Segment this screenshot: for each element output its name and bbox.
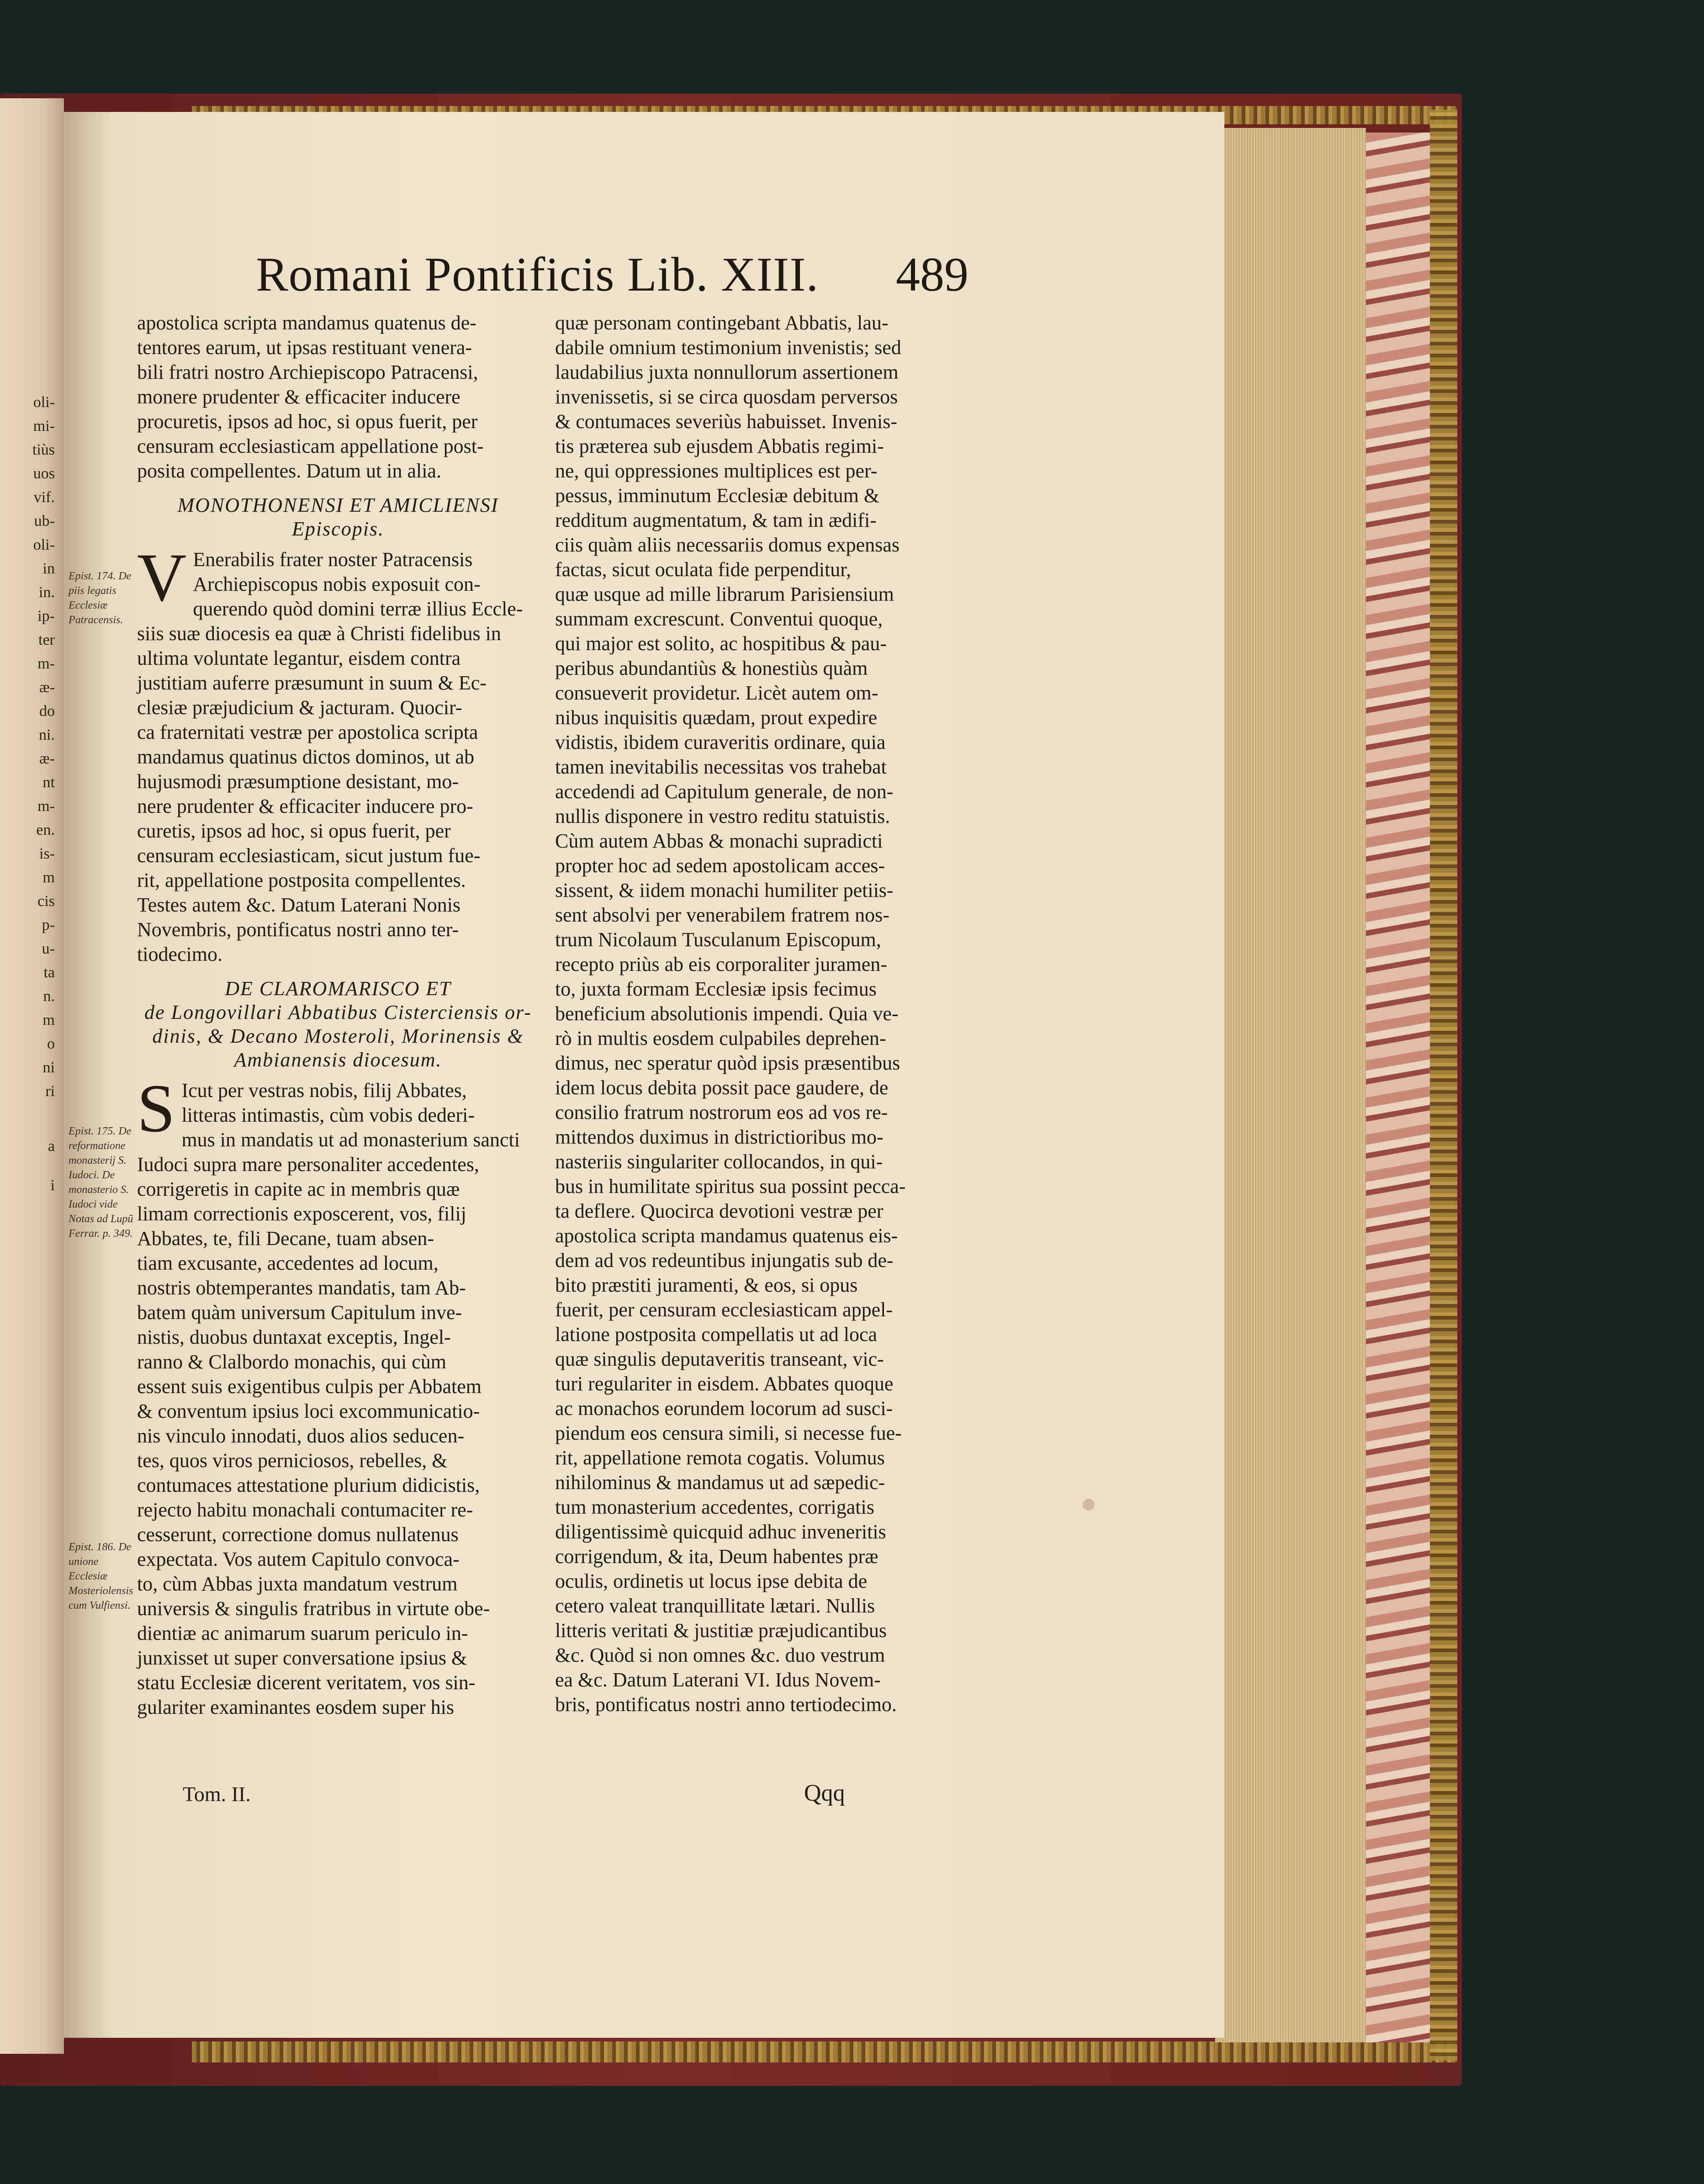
text-line: ciis quàm aliis necessariis domus expensas [555,534,900,556]
text-line: apostolica scripta mandamus quatenus de- [137,312,476,334]
page-number: 489 [896,248,968,301]
text-line: rit, appellatione remota cogatis. Volumus [555,1447,885,1469]
text-line: mandamus quatinus dictos dominos, ut ab [137,746,475,768]
margin-fragment [0,1213,55,1229]
marbled-endpaper [1366,133,1430,2042]
text-line: Testes autem &c. Datum Laterani Nonis [137,894,461,916]
text-line: rit, appellatione postposita compellentes. [137,869,466,891]
text-line: Abbates, te, fili Decane, tuam absen- [137,1227,434,1250]
margin-fragment: i [50,1177,55,1194]
foxing-spot [1083,1499,1095,1511]
margin-fragment: m [42,1012,55,1028]
text-line: sissent, & iidem monachi humiliter petiis- [555,879,894,901]
margin-fragment: m [42,869,55,886]
heading-2-line-4: Ambianensis diocesum. [234,1049,442,1071]
text-line: ne, qui oppressiones multiplices est per- [555,460,878,482]
text-line: dem ad vos redeuntibus injungatis sub de- [555,1249,894,1272]
text-line: accedendi ad Capitulum generale, de non- [555,780,894,803]
letter-1-body [137,540,539,967]
letter-2-body [137,1071,539,1720]
text-line: gulariter examinantes eosdem super his [137,1696,455,1718]
text-line: mittendos duximus in districtioribus mo- [555,1126,884,1148]
margin-fragment: tiùs [32,441,55,458]
text-line: litteris veritati & justitiæ præjudicantibus [555,1619,887,1642]
text-line: ca fraternitati vestræ per apostolica scripta [137,721,478,743]
text-line: batem quàm universum Capitulum inve- [137,1301,462,1324]
text-line: hujusmodi præsumptione desistant, mo- [137,770,459,793]
volume-label: Tom. II. [183,1782,251,1806]
text-line: ea &c. Datum Laterani VI. Idus Novem- [555,1669,881,1691]
left-column [137,311,539,1720]
text-line: propter hoc ad sedem apostolicam acces- [555,854,885,877]
text-line: Enerabilis frater noster Patracensis [193,548,473,571]
text-line: censuram ecclesiasticam, sicut justum fue- [137,844,481,867]
text-line: Iudoci supra mare personaliter accedentes, [137,1153,479,1176]
text-line: expectata. Vos autem Capitulo convoca- [137,1548,460,1570]
margin-fragment: o [47,1035,55,1052]
margin-fragment [0,1244,55,1260]
margin-fragment [0,1119,55,1134]
text-line: nihilominus & mandamus ut ad sæpedic- [555,1471,885,1494]
margin-fragment: p- [42,917,55,933]
text-line: piendum eos censura simili, si necesse fue- [555,1422,902,1444]
text-line: nistis, duobus duntaxat exceptis, Ingel- [137,1326,451,1348]
text-line: nostris obtemperantes mandatis, tam Ab- [137,1277,466,1299]
margin-fragment [0,1198,55,1213]
text-line: ac monachos eorundem locorum ad susci- [555,1397,893,1420]
text-line: cetero valeat tranquillitate lætari. Nullis [555,1595,875,1617]
margin-fragment: vif. [33,489,55,506]
margin-fragment: ip- [37,608,55,625]
margin-fragment: in. [39,584,55,601]
sidenote-epist-186: Epist. 186. De unione Ecclesiæ Mosteriolensis cum Vulfiensi. [69,1541,133,1611]
text-line: laudabilius juxta nonnullorum assertionem [555,361,899,383]
left-page-text-fragments [0,391,55,1306]
margin-fragment: æ- [39,750,55,767]
margin-fragment [0,1158,55,1174]
margin-fragment: ni [42,1059,55,1076]
text-line: idem locus debita possit pace gaudere, de [555,1076,889,1099]
text-line: nere prudenter & efficaciter inducere pro- [137,795,473,817]
margin-fragment: m- [37,798,55,815]
text-line: sent absolvi per venerabilem fratrem nos- [555,904,889,926]
margin-fragment: do [39,703,55,720]
text-line: oculis, ordinetis ut locus ipse debita de [555,1570,868,1592]
text-line: recepto priùs ab eis corporaliter juramen- [555,953,887,975]
text-line: dabile omnium testimonium invenistis; sed [555,336,901,359]
text-line: vidistis, ibidem curaveritis ordinare, quia [555,731,886,753]
text-line: fuerit, per censuram ecclesiasticam appel- [555,1299,893,1321]
text-line: diligentissimè quicquid adhuc inveneritis [555,1521,886,1543]
text-line: bili fratri nostro Archiepiscopo Patracensi, [137,361,478,383]
text-line: junxisset ut super conversatione ipsius & [137,1647,467,1669]
running-title: Romani Pontificis Lib. XIII. [256,248,819,301]
text-line: ta deflere. Quocirca devotioni vestræ per [555,1200,884,1222]
margin-fragment: n. [43,988,55,1005]
left-column-opening [137,311,539,483]
text-line: quæ personam contingebant Abbatis, lau- [555,312,889,334]
page-block-edges [1215,128,1366,2042]
text-line: qui major est solito, ac hospitibus & pau- [555,632,887,655]
text-line: invenissetis, si se circa quosdam perversos [555,386,898,408]
text-line: justitiam auferre præsumunt in suum & Ec- [137,672,487,694]
text-line: to, juxta formam Ecclesiæ ipsis fecimus [555,978,877,1000]
heading-1-line-2: Episcopis. [291,518,385,540]
text-line: mus in mandatis ut ad monasterium sancti [181,1129,520,1151]
text-line: tum monasterium accedentes, corrigatis [555,1496,874,1518]
text-line: ultima voluntate legantur, eisdem contra [137,647,461,669]
text-line: bris, pontificatus nostri anno tertiodecimo. [555,1693,897,1716]
text-line: tamen inevitabilis necessitas vos trahebat [555,756,887,778]
text-line: beneficium absolutionis impendi. Quia ve- [555,1002,899,1025]
text-line: limam correctionis exposcerent, vos, filij [137,1203,466,1225]
right-column [555,311,962,1717]
signature-mark: Qqq [804,1780,845,1806]
margin-fragment: nt [42,774,55,791]
letter-1 [137,540,539,967]
text-line: censuram ecclesiasticam appellatione post- [137,435,484,457]
text-line: Novembris, pontificatus nostri anno ter- [137,918,459,941]
margin-fragment: oli- [33,536,55,553]
text-line: consilio fratrum nostrorum eos ad vos re- [555,1101,888,1124]
text-line: Cùm autem Abbas & monachi supradicti [555,830,883,852]
text-line: corrigendum, & ita, Deum habentes præ [555,1545,878,1568]
text-line: nullis disponere in vestro reditu statuistis. [555,805,890,827]
margin-fragment: ri [45,1083,55,1100]
margin-fragment [0,1275,55,1291]
text-line: factas, sicut oculata fide perpenditur, [555,558,852,581]
text-line: litteras intimastis, cùm vobis dederi- [181,1104,475,1126]
margin-fragment: m- [37,655,55,672]
text-line: quæ usque ad mille librarum Parisiensium [555,583,894,605]
letter-heading-1 [137,493,539,541]
drop-cap-v: V [137,540,187,615]
text-line: turi regulariter in eisdem. Abbates quoque [555,1373,894,1395]
text-line: tis præterea sub ejusdem Abbatis regimi- [555,435,884,457]
margin-fragment [0,1103,55,1119]
text-line: &c. Quòd si non omnes &c. duo vestrum [555,1644,885,1666]
text-line: tiam excusante, accedentes ad locum, [137,1252,439,1274]
text-line: essent suis exigentibus culpis per Abbatem [137,1375,482,1398]
text-line: corrigeretis in capite ac in membris quæ [137,1178,460,1200]
text-line: to, cùm Abbas juxta mandatum vestrum [137,1573,458,1595]
text-line: querendo quòd domini terræ illius Eccle- [193,598,523,620]
text-line: redditum augmentatum, & tam in ædifi- [555,509,877,531]
drop-cap-s: S [137,1071,175,1146]
text-line: bito præstiti juramenti, & eos, si opus [555,1274,858,1296]
text-line: contumaces attestatione plurium didicistis, [137,1474,480,1496]
text-line: pessus, imminutum Ecclesiæ debitum & [555,484,880,507]
text-line: consueverit providetur. Licèt autem om- [555,682,878,704]
text-line: & conventum ipsius loci excommunicatio- [137,1400,480,1422]
text-line: tentores earum, ut ipsas restituant venera- [137,336,472,359]
margin-fragment: æ- [39,679,55,696]
text-line: statu Ecclesiæ dicerent veritatem, vos sin- [137,1671,476,1694]
text-line: & contumaces severiùs habuisset. Invenis- [555,410,898,433]
margin-fragment: en. [36,822,55,838]
letter-heading-2 [137,977,539,1072]
text-line: curetis, ipsos ad hoc, si opus fuerit, per [137,820,451,842]
margin-fragment: u- [42,940,55,957]
heading-2-line-3: dinis, & Decano Mosteroli, Morinensis & [152,1025,524,1047]
sidenote-epist-174: Epist. 174. De piis legatis Ecclesiæ Patracensis. [69,570,132,626]
margin-fragment: oli- [33,394,55,411]
margin-fragment: ter [38,631,55,648]
text-line: Icut per vestras nobis, filij Abbates, [181,1079,467,1102]
text-line: clesiæ præjudicium & jacturam. Quocir- [137,696,462,719]
margin-fragment: cis [37,893,55,910]
text-line: universis & singulis fratribus in virtute obe- [137,1597,490,1620]
margin-fragment: ta [43,964,55,981]
margin-fragment: ub- [34,513,55,530]
text-line: rò in multis eosdem culpabiles deprehen- [555,1027,886,1050]
text-line: summam excrescunt. Conventui quoque, [555,608,883,630]
margin-fragment: is- [39,845,55,862]
text-line: dimus, nec speratur quòd ipsis præsentibus [555,1052,900,1074]
text-line: nis vinculo innodati, duos alios seducen- [137,1425,465,1447]
text-line: bus in humilitate spiritus sua possint pecca- [555,1175,906,1198]
margin-fragment: in [42,560,55,577]
margin-fragment [0,1260,55,1275]
text-line: nibus inquisitis quædam, prout expedire [555,706,878,729]
left-page [0,98,64,2054]
text-line: siis suæ diocesis ea quæ à Christi fidelibus in [137,622,501,645]
gilt-edge-bottom [192,2041,1457,2062]
text-line: ranno & Clalbordo monachis, qui cùm [137,1351,446,1373]
margin-fragment: a [48,1138,55,1155]
text-line: rejecto habitu monachali contumaciter re- [137,1499,473,1521]
text-line: apostolica scripta mandamus quatenus eis- [555,1225,898,1247]
heading-2-line-2: de Longovillari Abbatibus Cisterciensis or- [144,1001,532,1023]
text-line: trum Nicolaum Tusculanum Episcopum, [555,928,881,951]
text-line: cesserunt, correctione domus nullatenus [137,1523,459,1546]
text-line: nasteriis singulariter collocandos, in qui- [555,1150,883,1173]
heading-2-line-1: DE CLAROMARISCO ET [225,977,451,1000]
margin-fragment [0,1291,55,1306]
text-line: quæ singulis deputaveritis transeant, vic- [555,1348,884,1370]
text-line: procuretis, ipsos ad hoc, si opus fuerit, per [137,410,478,433]
letter-2 [137,1071,539,1720]
margin-fragment: mi- [33,418,55,435]
text-line: Archiepiscopus nobis exposuit con- [193,573,481,595]
text-line: posita compellentes. Datum ut in alia. [137,460,441,482]
margin-fragment [0,1229,55,1244]
sidenote-epist-175: Epist. 175. De reformatione monasterij S. Iudoci. De monasterio S. Iudoci vide Notas ad Lupũ Ferrar. p. 349. [69,1125,133,1240]
text-line: dientiæ ac animarum suarum periculo in- [137,1622,468,1644]
margin-fragment: uos [33,465,55,482]
text-line: latione postposita compellatis ut ad loca [555,1323,878,1346]
text-line: tiodecimo. [137,943,222,965]
text-line: monere prudenter & efficaciter inducere [137,386,460,408]
gilt-edge-right [1430,110,1457,2061]
text-line: peribus abundantiùs & honestiùs quàm [555,657,868,679]
text-line: tes, quos viros perniciosos, rebelles, & [137,1449,448,1472]
margin-fragment: ni. [39,726,55,743]
heading-1-line-1: MONOTHONENSI ET AMICLIENSI [177,494,499,516]
